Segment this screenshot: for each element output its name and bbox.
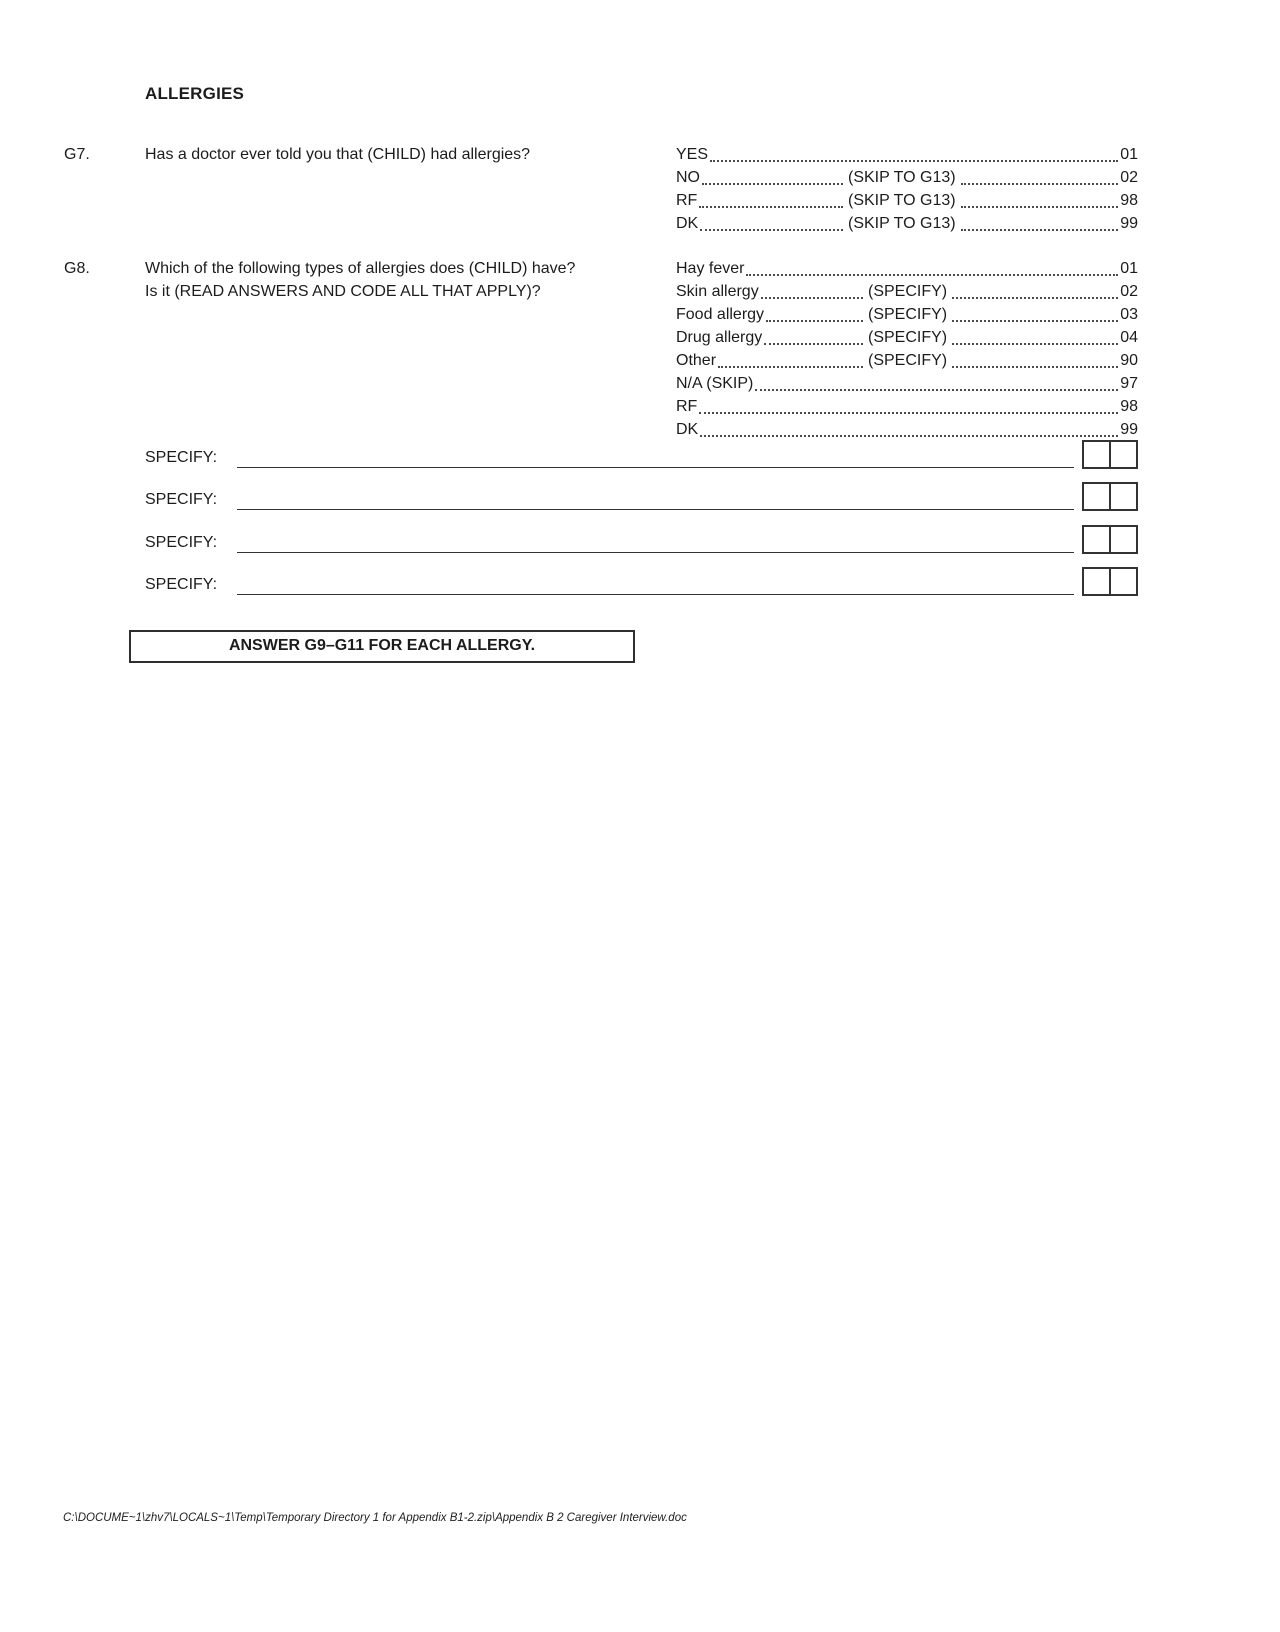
- question-text-inner: Which of the following types of allergies does (CHILD) have? Is it (READ ANSWERS AND CODE ALL THAT APPLY)?: [145, 260, 576, 300]
- answer-option: [676, 280, 1138, 303]
- code-entry-boxes: [1082, 482, 1140, 511]
- code-box[interactable]: [1109, 440, 1138, 469]
- code-entry-boxes: [1082, 525, 1140, 554]
- section-title: ALLERGIES: [145, 84, 245, 103]
- option-label: Drug allergy: [676, 329, 763, 346]
- specify-input-line[interactable]: [237, 509, 1074, 510]
- option-label: Skin allergy: [676, 283, 759, 300]
- answer-option: [676, 257, 1138, 280]
- option-label: YES: [676, 146, 709, 163]
- option-label: RF: [676, 398, 698, 415]
- answer-option: [676, 303, 1138, 326]
- specify-row-1: [145, 437, 1140, 469]
- option-label: Hay fever: [676, 260, 745, 277]
- answer-option: [676, 189, 1138, 212]
- dot-leader: [764, 343, 863, 345]
- specify-input-line[interactable]: [237, 552, 1074, 553]
- code-box[interactable]: [1082, 567, 1111, 596]
- specify-row-4: [145, 564, 1140, 596]
- code-box[interactable]: [1109, 525, 1138, 554]
- specify-instruction: (SPECIFY): [868, 306, 948, 323]
- question-text-inner: Has a doctor ever told you that (CHILD) had allergies?: [145, 146, 531, 163]
- code-box[interactable]: [1109, 567, 1138, 596]
- answer-option: [676, 143, 1138, 166]
- specify-instruction: (SPECIFY): [868, 329, 948, 346]
- option-code: 90: [1120, 352, 1138, 369]
- specify-instruction: (SPECIFY): [868, 352, 948, 369]
- code-entry-boxes: [1082, 440, 1140, 469]
- answer-option: [676, 326, 1138, 349]
- option-code: 01: [1120, 260, 1138, 277]
- dot-leader: [699, 412, 1118, 414]
- skip-instruction: (SKIP TO G13): [848, 192, 956, 209]
- specify-instruction: (SPECIFY): [868, 283, 948, 300]
- option-label: Food allergy: [676, 306, 765, 323]
- option-code: 02: [1120, 169, 1138, 186]
- dot-leader: [700, 229, 843, 231]
- dot-leader: [952, 297, 1118, 299]
- answer-option: [676, 395, 1138, 418]
- dot-leader: [761, 297, 863, 299]
- option-code: 99: [1120, 215, 1138, 232]
- dot-leader: [702, 183, 843, 185]
- instruction-box: ANSWER G9–G11 FOR EACH ALLERGY.: [129, 630, 635, 663]
- option-code: 99: [1120, 421, 1138, 438]
- answer-options-g7: [676, 143, 1138, 235]
- specify-input-line[interactable]: [237, 467, 1074, 468]
- option-code: 97: [1120, 375, 1138, 392]
- dot-leader: [952, 320, 1118, 322]
- answer-option: [676, 372, 1138, 395]
- option-code: 04: [1120, 329, 1138, 346]
- footer-file-path: C:\DOCUME~1\zhv7\LOCALS~1\Temp\Temporary Directory 1 for Appendix B1-2.zip\Appendix B 2 Caregiver Interview.doc: [63, 1512, 687, 1524]
- question-g7: [64, 143, 1138, 235]
- option-code: 01: [1120, 146, 1138, 163]
- dot-leader: [755, 389, 1118, 391]
- option-label: NO: [676, 169, 700, 186]
- specify-row-3: [145, 522, 1140, 554]
- code-box[interactable]: [1082, 482, 1111, 511]
- skip-instruction: (SKIP TO G13): [848, 215, 956, 232]
- code-box[interactable]: [1082, 525, 1111, 554]
- answer-option: [676, 349, 1138, 372]
- option-label: N/A (SKIP): [676, 375, 754, 392]
- specify-input-line[interactable]: [237, 594, 1074, 595]
- option-code: 03: [1120, 306, 1138, 323]
- dot-leader: [766, 320, 863, 322]
- dot-leader: [746, 274, 1118, 276]
- question-text: [145, 257, 676, 303]
- option-code: 02: [1120, 283, 1138, 300]
- answer-options-g8: [676, 257, 1138, 441]
- specify-row-2: [145, 479, 1140, 511]
- skip-instruction: (SKIP TO G13): [848, 169, 956, 186]
- dot-leader: [952, 343, 1118, 345]
- answer-option: [676, 212, 1138, 235]
- specify-label: SPECIFY:: [145, 449, 218, 466]
- answer-option: [676, 166, 1138, 189]
- code-box[interactable]: [1109, 482, 1138, 511]
- specify-label: SPECIFY:: [145, 491, 218, 508]
- option-label: DK: [676, 215, 699, 232]
- specify-label: SPECIFY:: [145, 576, 218, 593]
- dot-leader: [710, 160, 1118, 162]
- question-g8: [64, 257, 1138, 441]
- question-number: G8.: [64, 260, 90, 277]
- code-entry-boxes: [1082, 567, 1140, 596]
- option-label: RF: [676, 192, 698, 209]
- dot-leader: [961, 229, 1119, 231]
- question-text: [145, 143, 676, 166]
- dot-leader: [718, 366, 863, 368]
- code-box[interactable]: [1082, 440, 1111, 469]
- option-code: 98: [1120, 398, 1138, 415]
- dot-leader: [952, 366, 1118, 368]
- option-label: DK: [676, 421, 699, 438]
- dot-leader: [699, 206, 843, 208]
- dot-leader: [961, 183, 1119, 185]
- question-number: G7.: [64, 146, 90, 163]
- option-code: 98: [1120, 192, 1138, 209]
- specify-label: SPECIFY:: [145, 534, 218, 551]
- dot-leader: [961, 206, 1119, 208]
- option-label: Other: [676, 352, 717, 369]
